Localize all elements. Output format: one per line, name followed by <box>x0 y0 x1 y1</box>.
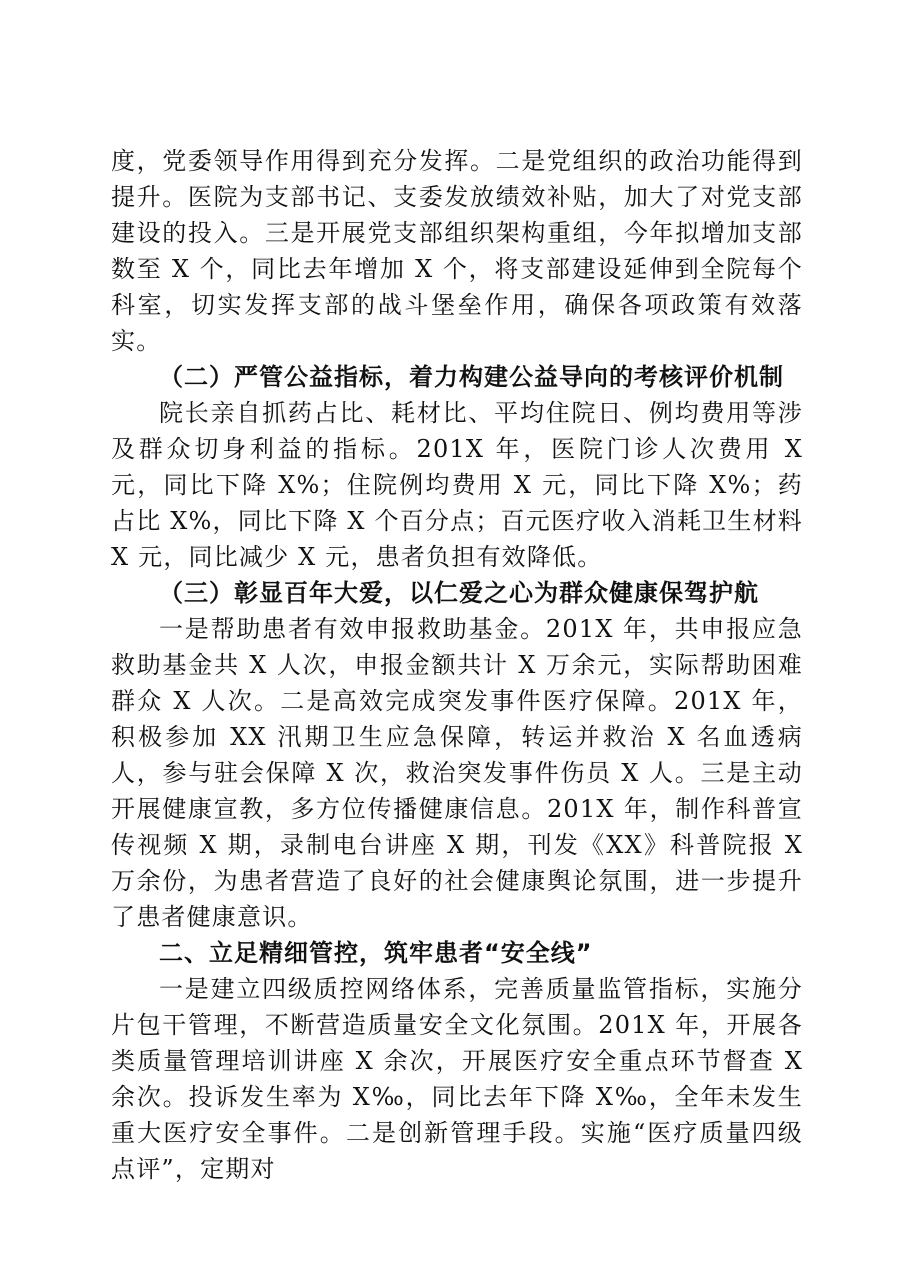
paragraph-public-welfare-indicators: 院长亲自抓药占比、耗材比、平均住院日、例均费用等涉及群众切身利益的指标。201X 年，医院门诊人次费用 X 元，同比下降 X%；住院例均费用 X 元，同比下降 X%；药占比 X%，同比下降 X 个百分点；百元医疗收入消耗卫生材料 X 元，同比减少 X 元，患者负担有效降低。 <box>111 399 803 571</box>
paragraph-quality-control: 一是建立四级质控网络体系，完善质量监管指标，实施分片包干管理，不断营造质量安全文化氛围。201X 年，开展各类质量管理培训讲座 X 余次，开展医疗安全重点环节督查 X 余次。投诉发生率为 X‰，同比去年下降 X‰，全年未发生重大医疗安全事件。二是创新管理手段。实施“医疗质量四级点评”，定期对 <box>111 975 803 1183</box>
section-heading-safety-line: 二、立足精细管控，筑牢患者“安全线” <box>159 939 593 967</box>
section-heading-benevolence: （三）彰显百年大爱，以仁爱之心为群众健康保驾护航 <box>159 579 759 607</box>
paragraph-health-protection: 一是帮助患者有效申报救助基金。201X 年，共申报应急救助基金共 X 人次，申报金额共计 X 万余元，实际帮助困难群众 X 人次。二是高效完成突发事件医疗保障。201X 年，积极参加 XX 汛期卫生应急保障，转运并救治 X 名血透病人，参与驻会保障 X 次，救治突发事件伤员 X 人。三是主动开展健康宣教，多方位传播健康信息。201X 年，制作科普宣传视频 X 期，录制电台讲座 X 期，刊发《XX》科普院报 X 万余份，为患者营造了良好的社会健康舆论氛围，进一步提升了患者健康意识。 <box>111 615 803 931</box>
section-heading-public-welfare: （二）严管公益指标，着力构建公益导向的考核评价机制 <box>159 363 784 391</box>
document-body <box>111 143 803 1187</box>
paragraph-party-building: 度，党委领导作用得到充分发挥。二是党组织的政治功能得到提升。医院为支部书记、支委发放绩效补贴，加大了对党支部建设的投入。三是开展党支部组织架构重组，今年拟增加支部数至 X 个，同比去年增加 X 个，将支部建设延伸到全院每个科室，切实发挥支部的战斗堡垒作用，确保各项政策有效落实。 <box>111 147 803 355</box>
